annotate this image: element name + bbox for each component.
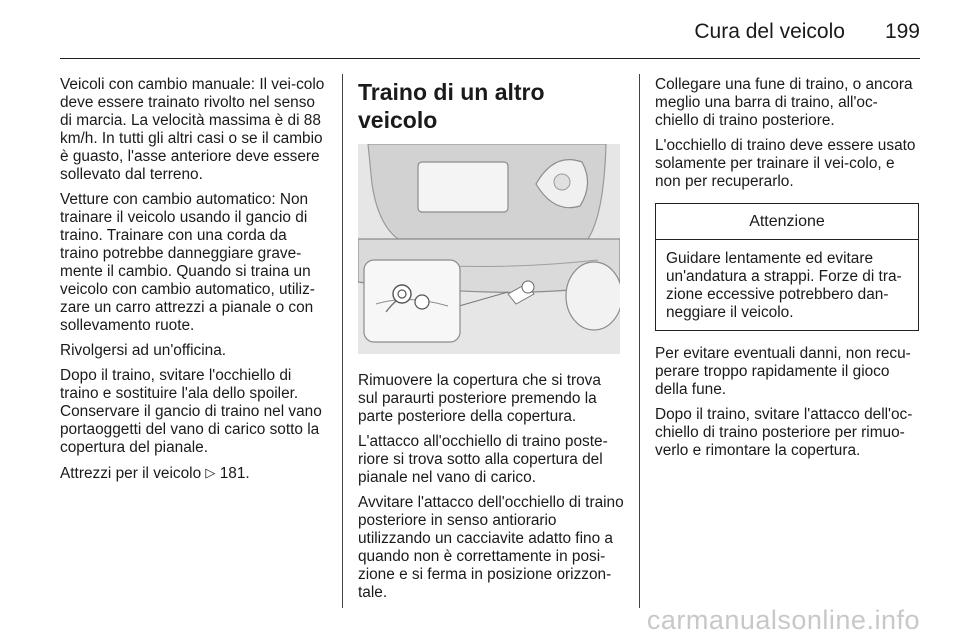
caution-title: Attenzione [656, 204, 918, 240]
paragraph-screw-tow-eye: Avvitare l'attacco dell'occhiello di traino posteriore in senso antiorario utilizzando un cacciavite adatto fino a quando non è correttamente in posi-zione e si ferma in posizione orizzon-tale. [358, 494, 624, 601]
paragraph-rope-slack: Per evitare eventuali danni, non recu-perare troppo rapidamente il gioco della fune. [655, 345, 911, 398]
header-rule [60, 58, 920, 59]
caution-text: Guidare lentamente ed evitare un'andatura a strappi. Forze di tra-zione eccessive potrebbero dan-neggiare il veicolo. [666, 250, 902, 321]
caution-box [655, 203, 919, 331]
paragraph-manual-gearbox: Veicoli con cambio manuale: Il vei-colo deve essere trainato rivolto nel senso di marcia. La velocità massima è di 88 km/h. In tutti gli altri casi o se il cambio è guasto, l'asse anteriore deve essere sollevato dal terreno. [60, 76, 325, 183]
column-2 [358, 76, 624, 609]
paragraph-remove-cover: Rimuovere la copertura che si trova sul paraurti posteriore premendo la parte posteriore della copertura. [358, 372, 601, 425]
watermark: carmanualsonline.info [646, 605, 920, 635]
page-reference-arrow-icon: ▷ [205, 465, 216, 480]
page-header [60, 14, 920, 50]
column-1 [60, 76, 327, 490]
paragraph-tow-eye-use: L'occhiello di traino deve essere usato solamente per trainare il vei-colo, e non per recuperarlo. [655, 137, 916, 190]
section-heading: Traino di un altro veicolo [358, 79, 545, 133]
caution-body [656, 240, 918, 330]
paragraph-automatic-gearbox: Vetture con cambio automatico: Non trainare il veicolo usando il gancio di traino. Trainare con una corda da traino potrebbe danneggiare grave-mente il cambio. Quando si traina un veicolo con cambio automatico, utiliz-zare un carro attrezzi a pianale o con sollevamento ruote. [60, 191, 315, 334]
paragraph-attach-rope: Collegare una fune di traino, o ancora meglio una barra di traino, all'oc-chiello di traino posteriore. [655, 76, 913, 129]
column-divider-1 [342, 74, 343, 608]
column-divider-2 [639, 74, 640, 608]
column-3 [655, 76, 921, 467]
rear-bumper-drawing [358, 144, 620, 354]
paragraph-workshop: Rivolgersi ad un'officina. [60, 342, 227, 359]
vehicle-tools-ref: 181. [219, 465, 250, 482]
vehicle-tools-text: Attrezzi per il veicolo [60, 465, 202, 482]
paragraph-tow-eye-location: L'attacco all'occhiello di traino poste-riore si trova sotto alla copertura del pianale nel vano di carico. [358, 433, 608, 486]
paragraph-remove-tow-eye: Dopo il traino, svitare l'attacco dell'oc-chiello di traino posteriore per rimuo-verlo e rimontare la copertura. [655, 406, 913, 459]
tow-eye-illustration [358, 144, 620, 354]
paragraph-vehicle-tools [60, 464, 327, 483]
paragraph-after-towing: Dopo il traino, svitare l'occhiello di traino e sostituire l'ala dello spoiler. Conservare il gancio di traino nel vano portaoggetti del vano di carico sotto la copertura del pianale. [60, 367, 322, 456]
section-title-header: Cura del veicolo [694, 20, 845, 43]
page-number: 199 [884, 20, 920, 43]
